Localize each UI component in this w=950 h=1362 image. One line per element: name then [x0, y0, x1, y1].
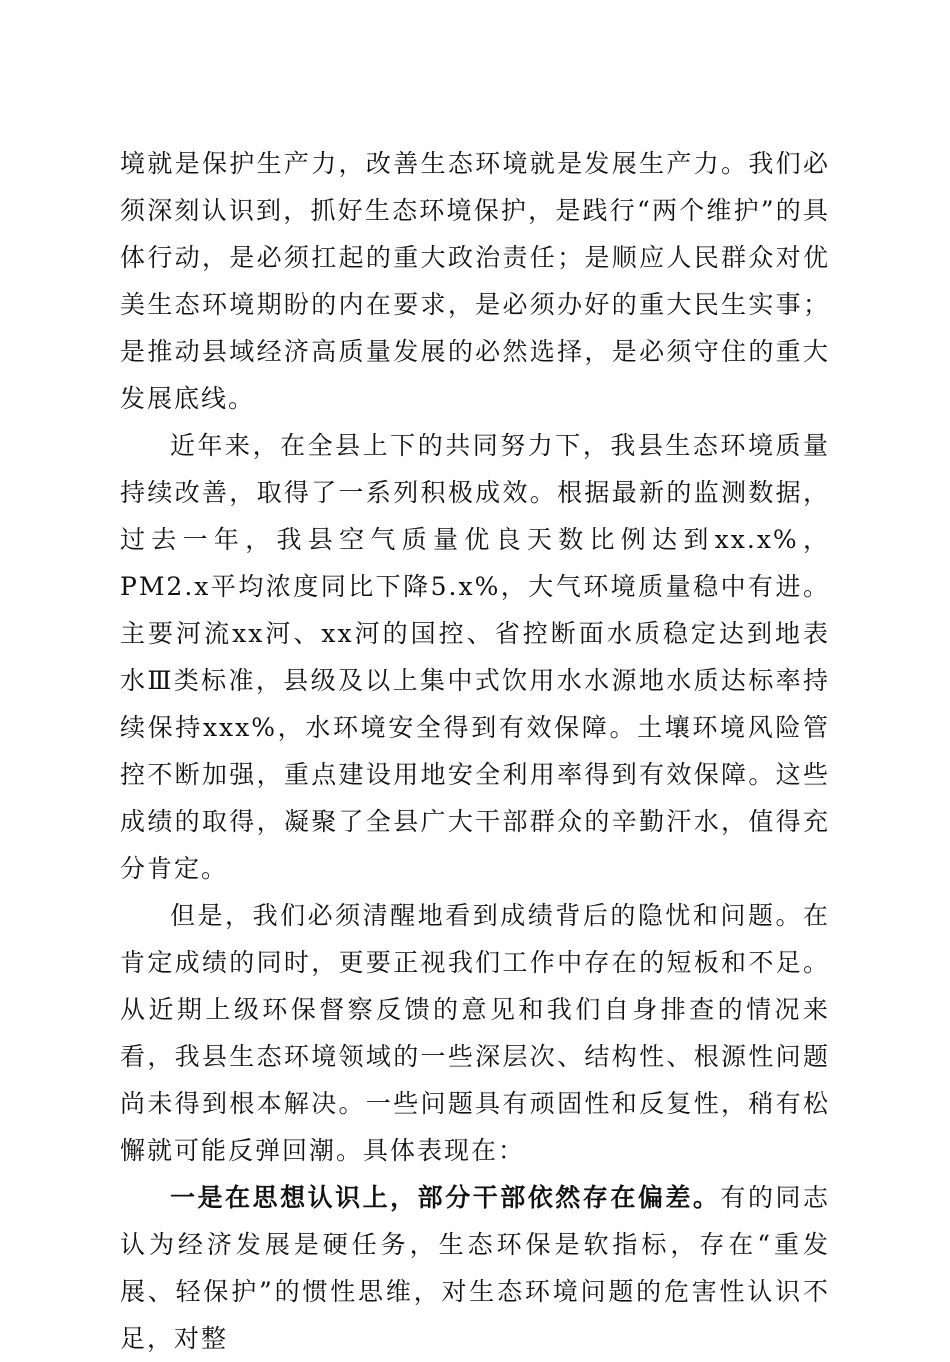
paragraph-continuation: 境就是保护生产力，改善生态环境就是发展生产力。我们必须深刻认识到，抓好生态环境保护，是践行“两个维护”的具体行动，是必须扛起的重大政治责任；是顺应人民群众对优美生态环境期盼的内在要求，是必须办好的重大民生实事；是推动县域经济高质量发展的必然选择，是必须守住的重大发展底线。: [120, 149, 830, 413]
paragraph-body: 有的同志认为经济发展是硬任务，生态环保是软指标，存在“重发展、轻保护”的惯性思维，对生态环境问题的危害性认识不足，对整: [120, 1183, 830, 1353]
paragraph-achievements: 近年来，在全县上下的共同努力下，我县生态环境质量持续改善，取得了一系列积极成效。根据最新的监测数据，过去一年，我县空气质量优良天数比例达到xx.x%，PM2.x平均浓度同比下降5.x%，大气环境质量稳中有进。主要河流xx河、xx河的国控、省控断面水质稳定达到地表水Ⅲ类标准，县级及以上集中式饮用水水源地水质达标率持续保持xxx%，水环境安全得到有效保障。土壤环境风险管控不断加强，重点建设用地安全利用率得到有效保障。这些成绩的取得，凝聚了全县广大干部群众的辛勤汗水，值得充分肯定。: [120, 431, 830, 883]
paragraph-bold-lead: 一是在思想认识上，部分干部依然存在偏差。: [170, 1183, 721, 1212]
paragraph-ideological-awareness: [120, 1174, 830, 1362]
paragraph-problems: 但是，我们必须清醒地看到成绩背后的隐忧和问题。在肯定成绩的同时，更要正视我们工作中存在的短板和不足。从近期上级环保督察反馈的意见和我们自身排查的情况来看，我县生态环境领域的一些深层次、结构性、根源性问题尚未得到根本解决。一些问题具有顽固性和反复性，稍有松懈就可能反弹回潮。具体表现在：: [120, 901, 830, 1165]
document-body: [120, 140, 830, 1362]
